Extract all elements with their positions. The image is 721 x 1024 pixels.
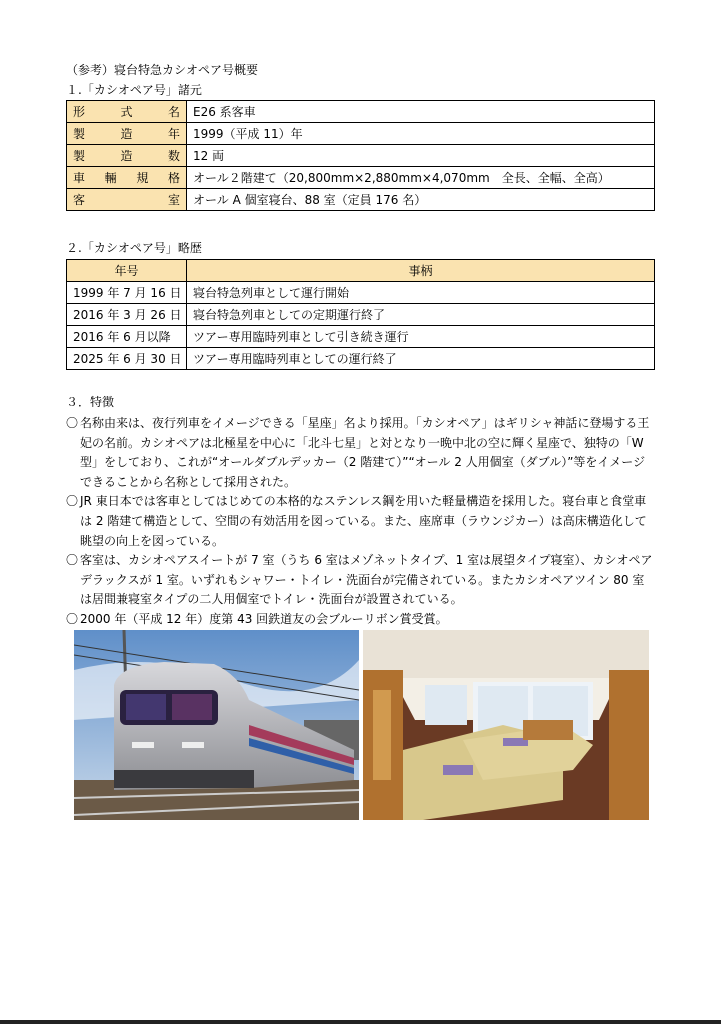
history-date: 2016 年 3 月 26 日 [67, 304, 187, 326]
spec-label-char: 室 [167, 193, 180, 207]
spec-label-char: 年 [167, 127, 180, 141]
history-event: 寝台特急列車としての定期運行終了 [187, 304, 655, 326]
feature-text: 2000 年（平成 12 年）度第 43 回鉄道友の会ブルーリボン賞受賞。 [80, 611, 448, 626]
spec-value: 12 両 [187, 145, 655, 167]
spec-label-char: 造 [120, 127, 133, 141]
history-row [67, 304, 655, 326]
spec-label-char: 式 [120, 105, 133, 119]
spec-label-char: 形 [73, 105, 86, 119]
feature-item [66, 414, 656, 492]
spec-label-char: 名 [167, 105, 180, 119]
feature-item [66, 492, 656, 551]
section-2-title: ２.「カシオペア号」略歴 [66, 241, 202, 255]
section-3-title: ３．特徴 [66, 395, 115, 409]
feature-list [66, 414, 656, 630]
spec-label [67, 167, 187, 189]
history-date: 2025 年 6 月 30 日 [67, 348, 187, 370]
feature-text: JR 東日本では客車としてはじめての本格的なステンレス鋼を用いた軽量構造を採用した。寝台車と食堂車は 2 階建て構造として、空間の有効活用を図っている。また、座席車（ラウンジカー）は高床構造化して眺望の向上を図っている。 [80, 494, 647, 548]
history-event: ツアー専用臨時列車としての運行終了 [187, 348, 655, 370]
bullet-circle-icon: 〇 [66, 611, 79, 626]
train-interior-photo [363, 630, 649, 820]
history-event: ツアー専用臨時列車として引き続き運行 [187, 326, 655, 348]
spec-value: オール A 個室寝台、88 室（定員 176 名） [187, 189, 655, 211]
history-header-date: 年号 [67, 260, 187, 282]
history-header-row [67, 260, 655, 282]
page-bottom-border [0, 1020, 721, 1024]
spec-row [67, 101, 655, 123]
spec-table [66, 100, 655, 211]
history-date: 1999 年 7 月 16 日 [67, 282, 187, 304]
history-row [67, 282, 655, 304]
spec-label-char: 数 [167, 149, 180, 163]
spec-value: 1999（平成 11）年 [187, 123, 655, 145]
bullet-circle-icon: 〇 [66, 494, 79, 509]
spec-value: E26 系客車 [187, 101, 655, 123]
history-table [66, 259, 655, 370]
spec-label-char: 輛 [104, 171, 117, 185]
spec-label-char: 製 [73, 149, 86, 163]
history-date: 2016 年 6 月以降 [67, 326, 187, 348]
feature-text: 名称由来は、夜行列車をイメージできる「星座」名より採用。「カシオペア」はギリシャ神話に登場する王妃の名前。カシオペアは北極星を中心に「北斗七星」と対となり一晩中北の空に輝く星座で、独特の「W 型」をしており、これが“オールダブルデッカー（2 階建て）”“オール 2 人用個室（ダブル）”等をイメージできることから名称として採用された。 [80, 416, 650, 489]
spec-value: オール２階建て（20,800mm×2,880mm×4,070mm 全長、全幅、全高） [187, 167, 655, 189]
spec-row [67, 167, 655, 189]
spec-label [67, 101, 187, 123]
spec-label-char: 車 [73, 171, 86, 185]
spec-label [67, 145, 187, 167]
history-event: 寝台特急列車として運行開始 [187, 282, 655, 304]
bullet-circle-icon: 〇 [66, 553, 79, 568]
reference-title: （参考）寝台特急カシオペア号概要 [66, 63, 259, 77]
history-row [67, 348, 655, 370]
history-header-event: 事柄 [187, 260, 655, 282]
spec-label [67, 189, 187, 211]
section-1-title: １.「カシオペア号」諸元 [66, 83, 202, 97]
feature-text: 客室は、カシオペアスイートが 7 室（うち 6 室はメゾネットタイプ、1 室は展望タイプ寝室）、カシオペアデラックスが 1 室。いずれもシャワー・トイレ・洗面台が完備されている。またカシオペアツイン 80 室は居間兼寝室タイプの二人用個室でトイレ・洗面台が設置されている。 [80, 553, 653, 607]
history-row [67, 326, 655, 348]
spec-label [67, 123, 187, 145]
spec-label-char: 製 [73, 127, 86, 141]
bullet-circle-icon: 〇 [66, 416, 79, 430]
spec-row [67, 189, 655, 211]
spec-label-char: 客 [73, 193, 86, 207]
train-exterior-photo [74, 630, 359, 820]
spec-label-char: 規 [136, 171, 149, 185]
spec-label-char: 造 [120, 149, 133, 163]
spec-row [67, 123, 655, 145]
spec-label-char: 格 [167, 171, 180, 185]
feature-item [66, 610, 656, 630]
feature-item [66, 551, 656, 610]
spec-row [67, 145, 655, 167]
